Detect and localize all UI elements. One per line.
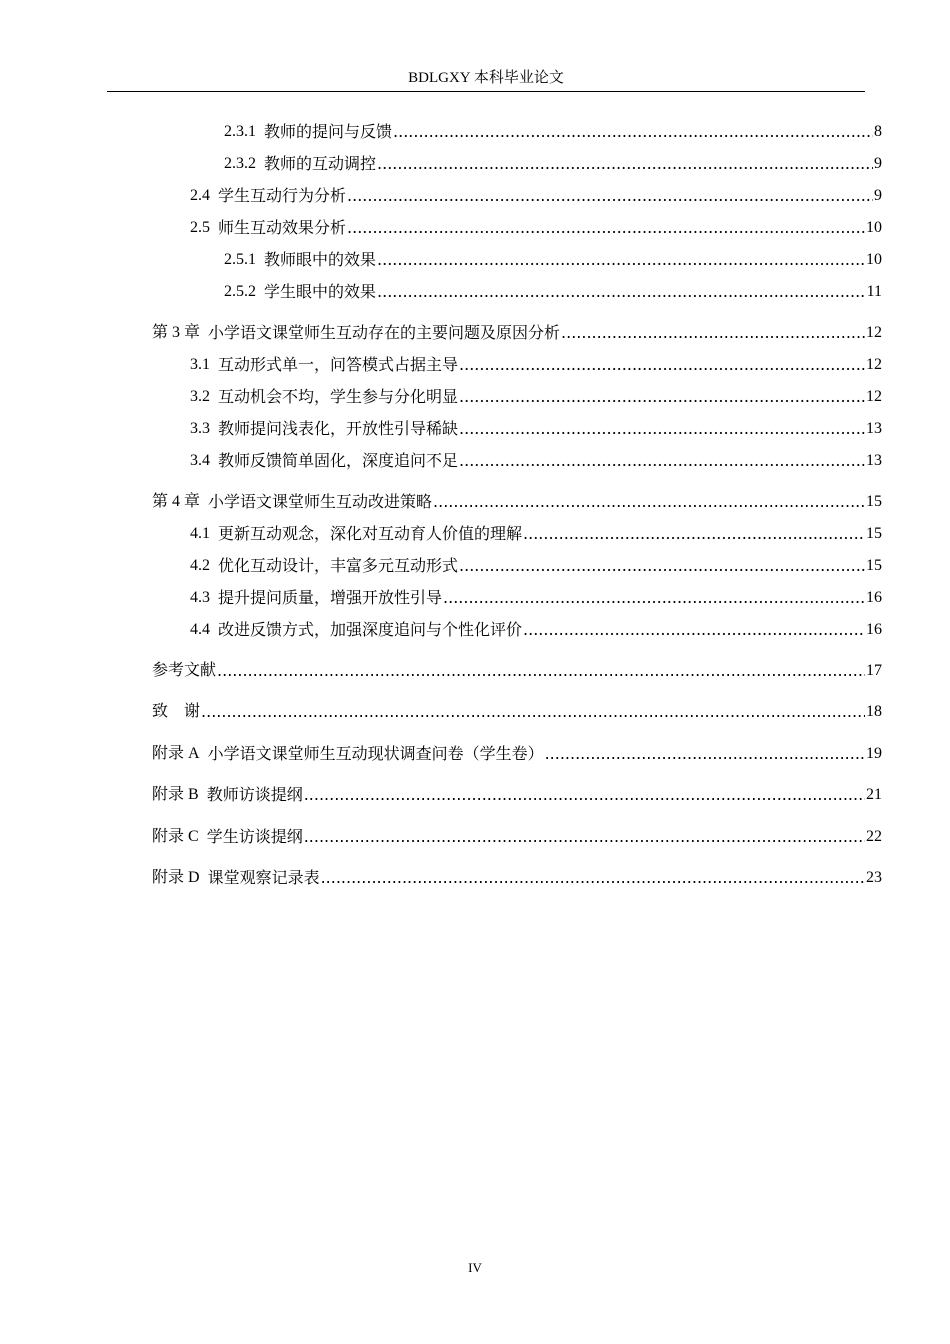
toc-entry-title: 教师提问浅表化，开放性引导稀缺 [218,419,459,438]
toc-dot-leader [443,587,865,609]
toc-entry-number: 第 4 章 [152,493,201,510]
toc-entry-title: 互动机会不均，学生参与分化明显 [218,387,459,406]
toc-entry-title: 优化互动设计，丰富多元互动形式 [218,556,459,575]
toc-entry[interactable] [190,446,882,472]
toc-entry[interactable] [152,780,882,806]
toc-entry[interactable] [152,739,882,765]
toc-dot-leader [377,249,865,271]
toc-entry-page: 19 [866,745,882,762]
toc-entry[interactable] [152,863,882,889]
toc-entry[interactable] [190,551,882,577]
toc-entry-page: 21 [866,786,882,803]
toc-entry-number: 2.4 [190,187,210,204]
toc-dot-leader [545,743,865,765]
toc-entry[interactable] [152,822,882,848]
toc-entry[interactable] [190,519,882,545]
toc-entry-page: 15 [866,557,882,574]
toc-entry-title: 教师反馈简单固化，深度追问不足 [218,451,459,470]
toc-entry-number: 2.5 [190,219,210,236]
toc-entry-title: 学生互动行为分析 [218,186,347,205]
toc-dot-leader [393,121,873,143]
toc-entry[interactable] [190,615,882,641]
toc-entry[interactable] [190,213,882,239]
toc-entry[interactable] [152,697,882,723]
toc-dot-leader [304,826,865,848]
toc-entry-title: 小学语文课堂师生互动存在的主要问题及原因分析 [208,323,561,342]
toc-entry[interactable] [152,318,882,344]
toc-entry-page: 18 [866,703,882,720]
toc-entry-number: 2.5.1 [224,251,256,268]
toc-entry-title: 提升提问质量，增强开放性引导 [218,588,443,607]
toc-entry-page: 10 [866,251,882,268]
toc-entry-number: 2.3.1 [224,123,256,140]
toc-entry-page: 17 [866,662,882,679]
toc-entry[interactable] [190,350,882,376]
toc-entry-title: 小学语文课堂师生互动现状调查问卷（学生卷） [207,744,544,763]
toc-entry-title: 学生访谈提纲 [206,827,303,846]
toc-entry[interactable] [190,181,882,207]
toc-entry-title: 互动形式单一，问答模式占据主导 [218,355,459,374]
toc-dot-leader [217,660,865,682]
toc-entry-number: 4.4 [190,621,210,638]
toc-entry-number: 3.3 [190,420,210,437]
toc-entry-title: 学生眼中的效果 [264,282,377,301]
toc-entry-page: 15 [866,493,882,510]
toc-entry[interactable] [152,656,882,682]
toc-entry-title: 教师眼中的效果 [264,250,377,269]
toc-entry-title: 教师的提问与反馈 [264,122,393,141]
toc-dot-leader [201,701,865,723]
toc-entry-number: 4.1 [190,525,210,542]
toc-entry-page: 8 [874,123,882,140]
toc-entry-number: 致 谢 [152,703,201,720]
toc-entry[interactable] [224,117,882,143]
toc-entry-number: 第 3 章 [152,324,201,341]
toc-entry-number: 4.3 [190,589,210,606]
toc-entry-number: 附录 D [152,869,200,886]
toc-entry-page: 16 [866,621,882,638]
toc-entry-page: 12 [866,388,882,405]
toc-entry[interactable] [224,149,882,175]
toc-entry-number: 参考文献 [152,662,217,679]
toc-dot-leader [433,491,865,513]
toc-entry[interactable] [224,277,882,303]
page-header: BDLGXY 本科毕业论文 [408,70,564,86]
toc-dot-leader [321,867,865,889]
toc-entry-page: 22 [866,828,882,845]
toc-entry[interactable] [224,245,882,271]
toc-entry[interactable] [190,414,882,440]
toc-entry-number: 3.1 [190,356,210,373]
toc-entry-title: 师生互动效果分析 [218,218,347,237]
toc-entry[interactable] [152,487,882,513]
toc-entry-number: 3.2 [190,388,210,405]
toc-entry-number: 3.4 [190,452,210,469]
page-number: IV [468,1260,482,1275]
toc-dot-leader [377,153,873,175]
toc-dot-leader [347,185,873,207]
toc-dot-leader [561,322,865,344]
toc-entry-number: 附录 B [152,786,199,803]
toc-entry-number: 4.2 [190,557,210,574]
toc-dot-leader [459,354,865,376]
toc-dot-leader [304,784,865,806]
toc-entry-title: 小学语文课堂师生互动改进策略 [208,492,433,511]
toc-entry[interactable] [190,583,882,609]
toc-entry-title: 课堂观察记录表 [207,868,320,887]
toc-entry-page: 13 [866,420,882,437]
toc-entry-page: 10 [866,219,882,236]
toc-dot-leader [459,386,865,408]
toc-entry-page: 9 [874,187,882,204]
toc-dot-leader [523,523,865,545]
toc-dot-leader [523,619,865,641]
toc-entry-number: 附录 C [152,828,199,845]
toc-entry-page: 9 [874,155,882,172]
toc-dot-leader [459,418,865,440]
toc-entry-page: 23 [866,869,882,886]
toc-entry-title: 改进反馈方式，加强深度追问与个性化评价 [218,620,523,639]
toc-entry-number: 附录 A [152,745,200,762]
toc-dot-leader [459,450,865,472]
header-rule [107,91,865,92]
toc-entry-page: 13 [866,452,882,469]
toc-entry-title: 教师访谈提纲 [206,785,303,804]
toc-entry-page: 12 [866,356,882,373]
toc-dot-leader [377,281,866,303]
toc-entry-page: 16 [866,589,882,606]
toc-entry-page: 11 [866,283,882,300]
toc-dot-leader [347,217,865,239]
toc-entry-title: 教师的互动调控 [264,154,377,173]
toc-entry-page: 15 [866,525,882,542]
toc-entry-page: 12 [866,324,882,341]
toc-entry[interactable] [190,382,882,408]
toc-entry-number: 2.3.2 [224,155,256,172]
toc-dot-leader [459,555,865,577]
toc-entry-number: 2.5.2 [224,283,256,300]
toc-entry-title: 更新互动观念，深化对互动育人价值的理解 [218,524,523,543]
